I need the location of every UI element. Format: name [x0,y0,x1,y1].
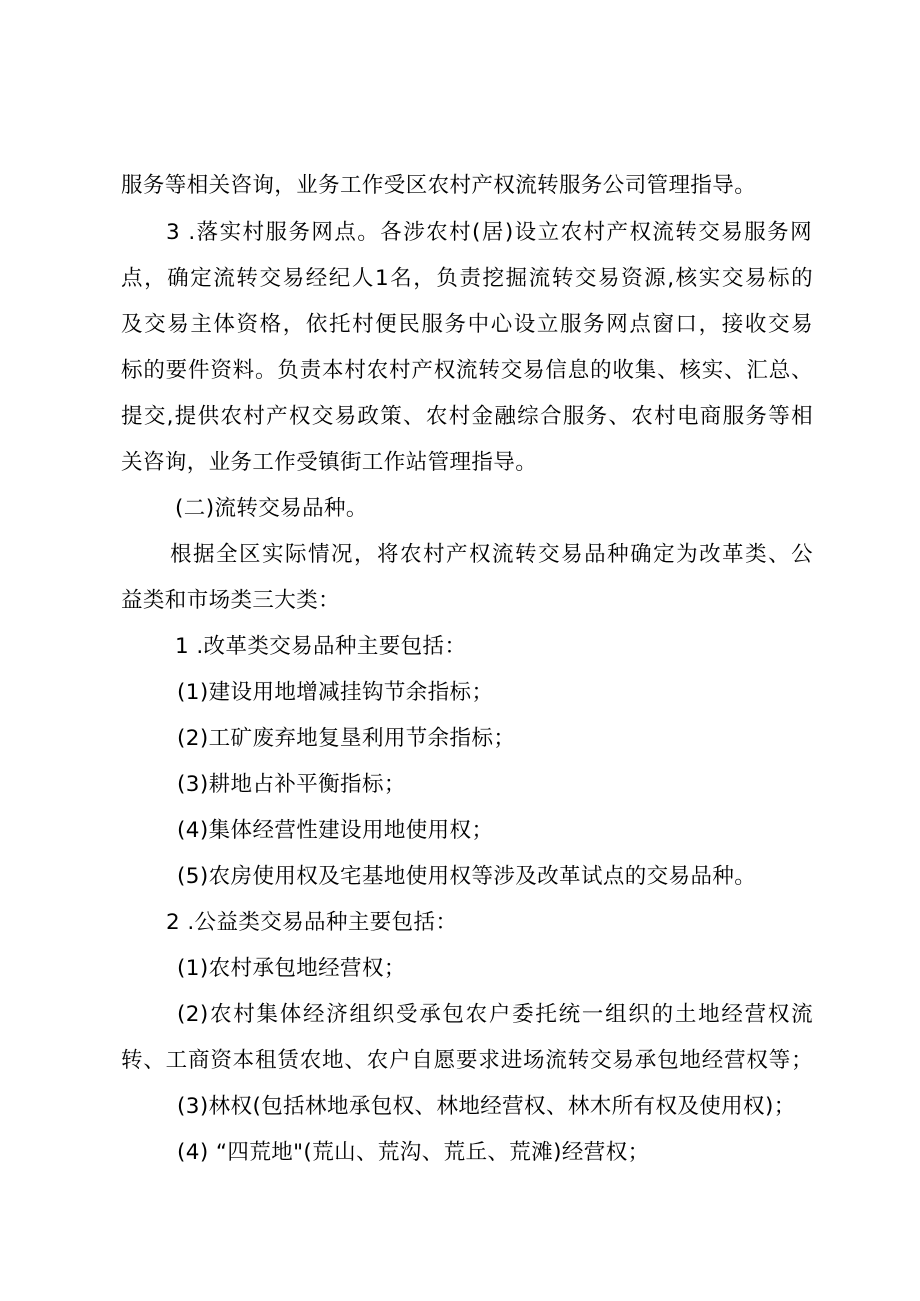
list-item: (3)林权(包括林地承包权、林地经营权、林木所有权及使用权)； [177,1094,796,1119]
list-item: (3)耕地占补平衡指标； [177,772,406,797]
subheading-public: 2 .公益类交易品种主要包括： [166,910,458,935]
paragraph-line-item-3-heading: 3 .落实村服务网点。各涉农村(居)设立农村产权流转交易服务网 [166,220,812,245]
list-item: (5)农房使用权及宅基地使用权等涉及改革试点的交易品种。 [177,864,757,889]
list-item: (1)建设用地增减挂钩节余指标； [177,680,494,705]
paragraph-line: 标的要件资料。负责本村农村产权流转交易信息的收集、核实、汇总、 [121,358,813,383]
list-item: (2)农村集体经济组织受承包农户委托统一组织的土地经营权流 [177,1002,813,1027]
paragraph-line: 根据全区实际情况，将农村产权流转交易品种确定为改革类、公 [170,542,813,567]
list-item: (1)农村承包地经营权； [177,956,406,981]
paragraph-line: 点，确定流转交易经纪人1名，负责挖掘流转交易资源,核实交易标的 [121,266,813,291]
paragraph-line: 提交,提供农村产权交易政策、农村金融综合服务、农村电商服务等相 [121,404,813,429]
paragraph-line: 及交易主体资格，依托村便民服务中心设立服务网点窗口，接收交易 [121,312,813,337]
list-item: (4)集体经营性建设用地使用权； [177,818,494,843]
paragraph-line-continuation: 服务等相关咨询，业务工作受区农村产权流转服务公司管理指导。 [121,173,757,198]
subheading-reform: 1 .改革类交易品种主要包括： [175,634,467,659]
paragraph-line: 关咨询，业务工作受镇街工作站管理指导。 [121,450,538,475]
paragraph-line: 益类和市场类三大类： [121,588,341,613]
paragraph-line: 转、工商资本租赁农地、农户自愿要求进场流转交易承包地经营权等； [121,1048,813,1073]
list-item: (4) “四荒地"(荒山、荒沟、荒丘、荒滩)经营权； [177,1140,650,1165]
list-item: (2)工矿废弃地复垦利用节余指标； [177,726,516,751]
section-heading: (二)流转交易品种。 [175,496,368,521]
